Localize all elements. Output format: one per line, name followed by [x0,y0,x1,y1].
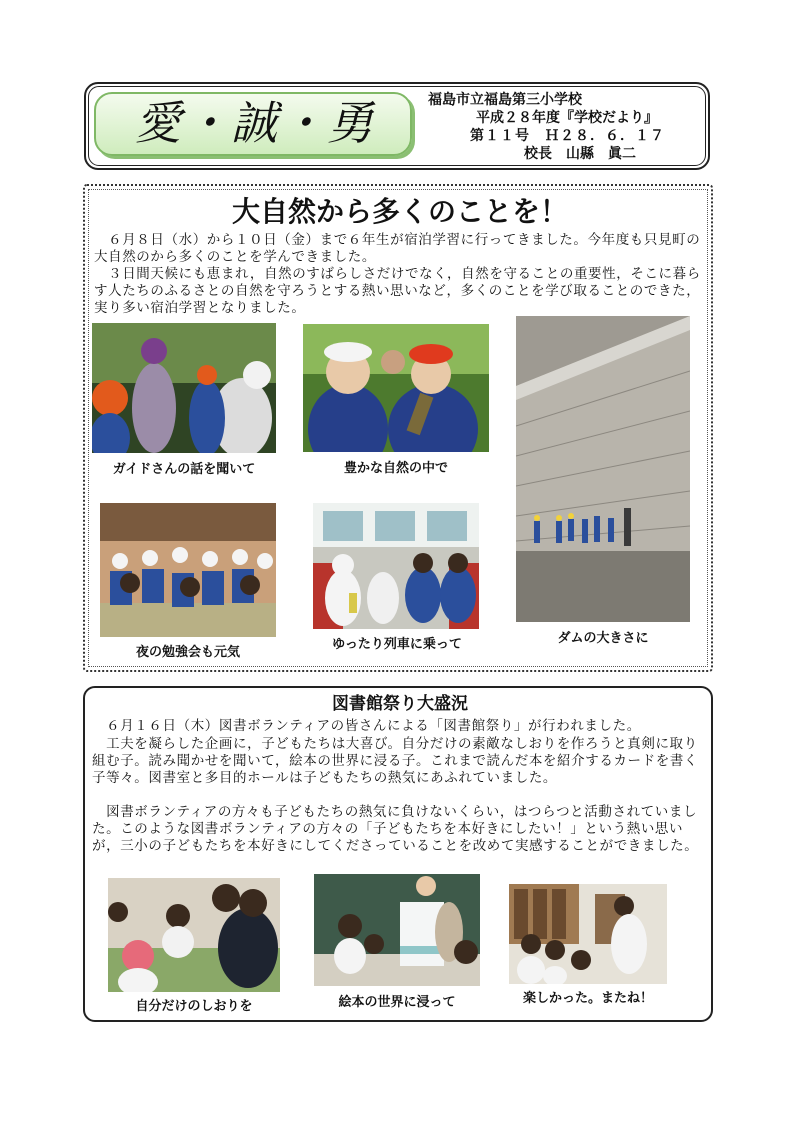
article-library-paragraph: ６月１６日（木）図書ボランティアの皆さんによる「図書館祭り」が行われました。 [92,718,641,734]
photo-guide [92,323,276,453]
caption-picturebook: 絵本の世界に浸って [338,995,456,1010]
article-outdoor-title: 大自然から多くのことを！ [231,195,568,228]
masthead-title: 愛・誠・勇 [135,96,375,150]
article-outdoor-paragraph: ６月８日（水）から１０日（金）まで６年生が宿泊学習に行ってきました。今年度も只見町の大自然のから多くのことを学んできました。 [94,232,701,265]
caption-fun: 楽しかった。またね！ [522,991,653,1006]
article-outdoor-paragraph: ３日間天候にも恵まれ，自然のすばらしさだけでなく，自然を守ることの重要性，そこに暮らす人たちのふるさとの自然を守ろうとする熱い思いなど，多くのことを学び取ることのできた，実り多い宿泊学習となりました。 [94,266,701,316]
caption-train: ゆったり列車に乗って [332,637,462,652]
caption-dam: ダムの大きさに [557,631,649,646]
caption-study: 夜の勉強会も元気 [135,645,240,660]
photo-train [313,503,479,629]
caption-nature: 豊かな自然の中で [343,461,448,476]
issue-title: 平成２８年度『学校だより』 [476,110,658,126]
photo-nature [303,324,489,452]
principal-name: 校長 山縣 眞二 [524,146,636,162]
photo-study [100,503,276,637]
issue-number: 第１１号 Ｈ２８．６．１７ [470,128,665,144]
article-library-paragraph: 図書ボランティアの方々も子どもたちの熱気に負けないくらい，はつらつと活動されていました。このような図書ボランティアの方々の「子どもたちを本好きにしたい！」という熱い思いが，三小の子どもたちを本好きにしてくださっていることを改めて実感することができました。 [92,804,699,854]
photo-bookmark [108,878,280,992]
caption-guide: ガイドさんの話を聞いて [112,462,256,477]
photo-picturebook [314,874,480,986]
photo-dam [516,316,690,622]
school-name: 福島市立福島第三小学校 [428,92,582,108]
caption-bookmark: 自分だけのしおりを [135,999,253,1014]
article-library-title: 図書館祭り大盛況 [332,694,468,714]
article-library-paragraph: 工夫を凝らした企画に，子どもたちは大喜び。自分だけの素敵なしおりを作ろうと真剣に取り組む子。読み聞かせを聞いて，絵本の世界に浸る子。これまで読んだ本を紹介するカードを書く子等々。図書室と多目的ホールは子どもたちの熱気にあふれていました。 [92,736,699,786]
photo-fun [509,884,667,984]
